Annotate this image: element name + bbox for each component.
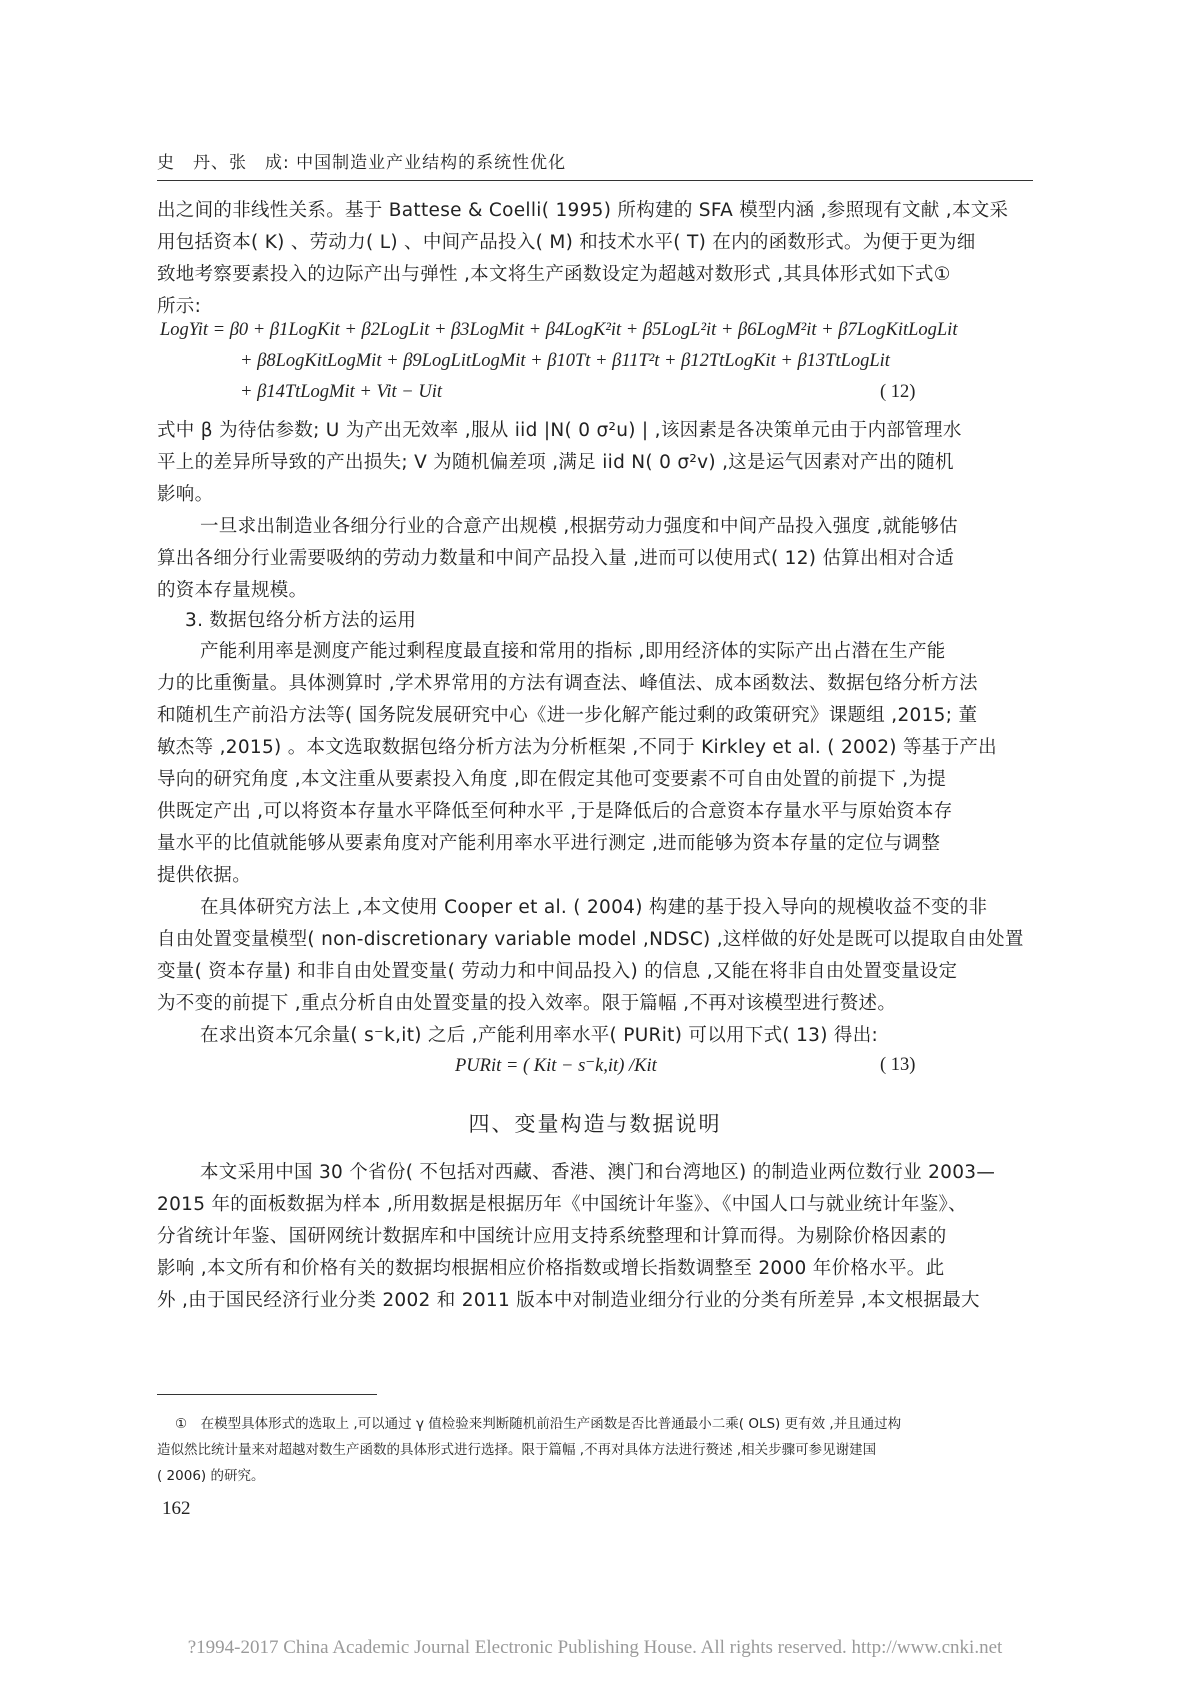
body-line: 致地考察要素投入的边际产出与弹性 ,本文将生产函数设定为超越对数形式 ,其具体形式如下式① [157, 264, 951, 285]
copyright-footer: ?1994-2017 China Academic Journal Electronic Publishing House. All rights reserved. http://www.cnki.net [187, 1637, 1003, 1658]
equation-12-line-2: + β8LogKitLogMit + β9LogLitLogMit + β10Tt + β11T²t + β12TtLogKit + β13TtLogLit [240, 351, 890, 371]
body-line: 式中 β 为待估参数; U 为产出无效率 ,服从 iid |N( 0 σ²u) | ,该因素是各决策单元由于内部管理水 [157, 420, 962, 441]
body-line: 算出各细分行业需要吸纳的劳动力数量和中间产品投入量 ,进而可以使用式( 12) 估算出相对合适 [157, 548, 955, 569]
body-line: 提供依据。 [157, 865, 252, 886]
equation-12-line-1: LogYit = β0 + β1LogKit + β2LogLit + β3LogMit + β4LogK²it + β5LogL²it + β6LogM²it + β7LogKitLogLit [160, 320, 958, 340]
body-line: 所示: [157, 296, 202, 317]
body-line: 产能利用率是测度产能过剩程度最直接和常用的指标 ,即用经济体的实际产出占潜在生产能 [200, 641, 946, 662]
footnote-line: ( 2006) 的研究。 [157, 1468, 265, 1484]
running-head: 史 丹、张 成: 中国制造业产业结构的系统性优化 [157, 153, 567, 173]
body-line: 自由处置变量模型( non-discretionary variable model ,NDSC) ,这样做的好处是既可以提取自由处置 [157, 929, 1024, 950]
body-line: 一旦求出制造业各细分行业的合意产出规模 ,根据劳动力强度和中间产品投入强度 ,就能够估 [200, 516, 958, 537]
body-line: 量水平的比值就能够从要素角度对产能利用率水平进行测定 ,进而能够为资本存量的定位与调整 [157, 833, 941, 854]
equation-12-line-3: + β14TtLogMit + Vit − Uit [240, 382, 443, 402]
footnote-line: ① 在模型具体形式的选取上 ,可以通过 γ 值检验来判断随机前沿生产函数是否比普通最小二乘( OLS) 更有效 ,并且通过构 [175, 1416, 902, 1432]
body-line: 影响 ,本文所有和价格有关的数据均根据相应价格指数或增长指数调整至 2000 年价格水平。此 [157, 1258, 945, 1279]
body-line: 和随机生产前沿方法等( 国务院发展研究中心《进一步化解产能过剩的政策研究》课题组 ,2015; 董 [157, 705, 978, 726]
body-line: 变量( 资本存量) 和非自由处置变量( 劳动力和中间品投入) 的信息 ,又能在将非自由处置变量设定 [157, 961, 958, 982]
body-line: 导向的研究角度 ,本文注重从要素投入角度 ,即在假定其他可变要素不可自由处置的前提下 ,为提 [157, 769, 947, 790]
body-line: 影响。 [157, 484, 214, 505]
footnote-line: 造似然比统计量来对超越对数生产函数的具体形式进行选择。限于篇幅 ,不再对具体方法进行赘述 ,相关步骤可参见谢建国 [157, 1442, 877, 1458]
body-line: 敏杰等 ,2015) 。本文选取数据包络分析方法为分析框架 ,不同于 Kirkley et al. ( 2002) 等基于产出 [157, 737, 997, 758]
body-line: 力的比重衡量。具体测算时 ,学术界常用的方法有调查法、峰值法、成本函数法、数据包络分析方法 [157, 673, 978, 694]
body-line: 的资本存量规模。 [157, 580, 308, 601]
body-line: 本文采用中国 30 个省份( 不包括对西藏、香港、澳门和台湾地区) 的制造业两位数行业 2003— [200, 1162, 996, 1183]
header-rule [157, 180, 1033, 181]
body-line: 平上的差异所导致的产出损失; V 为随机偏差项 ,满足 iid N( 0 σ²v) ,这是运气因素对产出的随机 [157, 452, 954, 473]
equation-13: PURit = ( Kit − s⁻k,it) /Kit [455, 1056, 657, 1076]
body-line: 在求出资本冗余量( s⁻k,it) 之后 ,产能利用率水平( PURit) 可以用下式( 13) 得出: [200, 1025, 879, 1046]
body-line: 出之间的非线性关系。基于 Battese & Coelli( 1995) 所构建的 SFA 模型内涵 ,参照现有文献 ,本文采 [157, 200, 1009, 221]
footnote-rule [157, 1394, 377, 1395]
subsection-heading: 3. 数据包络分析方法的运用 [185, 610, 417, 631]
body-line: 2015 年的面板数据为样本 ,所用数据是根据历年《中国统计年鉴》、《中国人口与就业统计年鉴》、 [157, 1194, 967, 1215]
body-line: 分省统计年鉴、国研网统计数据库和中国统计应用支持系统整理和计算而得。为剔除价格因素的 [157, 1226, 947, 1247]
page-number: 162 [162, 1498, 191, 1519]
equation-13-number: ( 13) [880, 1055, 916, 1075]
body-line: 外 ,由于国民经济行业分类 2002 和 2011 版本中对制造业细分行业的分类有所差异 ,本文根据最大 [157, 1290, 980, 1311]
section-title: 四、变量构造与数据说明 [468, 1112, 722, 1136]
body-line: 在具体研究方法上 ,本文使用 Cooper et al. ( 2004) 构建的基于投入导向的规模收益不变的非 [200, 897, 988, 918]
equation-12-number: ( 12) [880, 382, 916, 402]
body-line: 用包括资本( K) 、劳动力( L) 、中间产品投入( M) 和技术水平( T) 在内的函数形式。为便于更为细 [157, 232, 976, 253]
body-line: 供既定产出 ,可以将资本存量水平降低至何种水平 ,于是降低后的合意资本存量水平与原始资本存 [157, 801, 953, 822]
body-line: 为不变的前提下 ,重点分析自由处置变量的投入效率。限于篇幅 ,不再对该模型进行赘述。 [157, 993, 897, 1014]
